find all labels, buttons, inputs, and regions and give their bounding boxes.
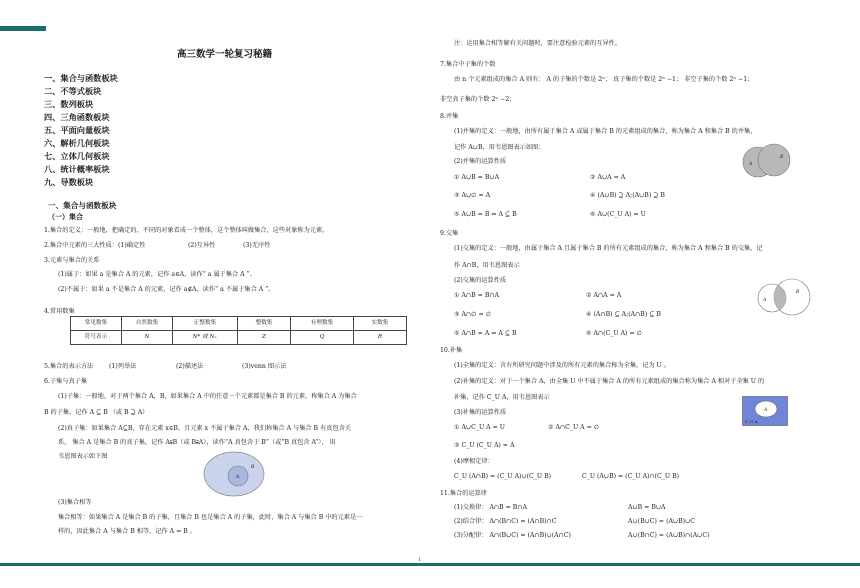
- toc-item: 四、三角函数板块: [44, 112, 110, 122]
- complement-label: C_U A: [745, 419, 758, 424]
- venn-label-b: B: [796, 290, 800, 295]
- note: 注：运用集合相等解有关问题时，要注意检验元素的互异性。: [454, 40, 622, 47]
- section-heading: 11.集合的运算律: [440, 490, 487, 497]
- table-cell: Q: [291, 331, 354, 345]
- toc-item: 二、不等式板块: [44, 86, 102, 96]
- paragraph: (3)无序性: [243, 242, 271, 249]
- formula: A∪B = B∪A: [628, 504, 666, 511]
- table-cell: Z: [238, 331, 291, 345]
- paragraph: 作 A∩B，用韦恩图表示: [454, 262, 520, 269]
- intersection-venn-diagram: [752, 277, 816, 319]
- paragraph: 1.集合的定义：一般地，把确定的、不同的对象看成一个整体，这个整体叫做集合，这些对象称为元素。: [44, 227, 329, 234]
- paragraph: 5.集合的表示方法: [44, 363, 94, 370]
- formula: ① A∪C_U A = U: [454, 424, 505, 431]
- formula: ② A∪A = A: [590, 174, 626, 181]
- toc-item: 五、平面向量板块: [44, 125, 110, 135]
- formula: ① A∪B = B∪A: [454, 174, 500, 181]
- formula: A∪(B∪C) = (A∪B)∪C: [628, 518, 696, 525]
- proper-subset-venn-diagram: [202, 450, 266, 498]
- toc-item: 三、数列板块: [44, 99, 94, 109]
- page-title: 高三数学一轮复习秘籍: [177, 49, 273, 60]
- paragraph: (1)列举法: [109, 363, 137, 370]
- paragraph: (2)交集的运算性质: [454, 277, 507, 284]
- paragraph: (1)并集的定义：一般地，由所有属于集合 A 或属于集合 B 的元素组成的集合，称为集合 A 和集合 B 的并集，: [454, 128, 757, 135]
- venn-label-b: B: [780, 155, 784, 160]
- paragraph: B 的子集，记作 A ⊆ B （或 B ⊇ A）: [44, 409, 149, 416]
- paragraph: 6.子集与真子集: [44, 378, 88, 385]
- table-cell: 整数集: [238, 317, 291, 331]
- bottom-accent-bar: [0, 563, 860, 566]
- paragraph: 非空真子集的个数 2ⁿ −2；: [440, 96, 516, 103]
- formula: (1)交换律： A∩B = B∩A: [454, 504, 527, 511]
- paragraph: (2)并集的运算性质: [454, 158, 507, 165]
- paragraph: 记作 A∪B，用韦恩图表示如图：: [454, 144, 545, 151]
- paragraph: (2)真子集：如果集合 A⊆B，存在元素 x∈B，且元素 x 不属于集合 A，我们称集合 A 与集合 B 有真包含关: [58, 425, 352, 432]
- formula: ⑥ A∩(C_U A) = ∅: [586, 330, 642, 337]
- paragraph: (1)子集：一般地，对于两个集合 A，B，如果集合 A 中的任意一个元素都是集合 B 的元素，称集合 A 为集合: [58, 393, 357, 400]
- paragraph: (2)互异性: [188, 242, 216, 249]
- table-cell: 常见数集: [71, 317, 122, 331]
- table-cell: 符号表示: [71, 331, 122, 345]
- venn-label-a: A: [764, 408, 768, 413]
- number-sets-table: [70, 316, 407, 345]
- toc-item: 一、集合与函数板块: [44, 73, 118, 83]
- table-cell: 实数集: [354, 317, 407, 331]
- toc-item: 九、导数板块: [44, 177, 94, 187]
- formula: ④ (A∪B) ⊇ A;(A∪B) ⊇ B: [590, 192, 665, 199]
- formula: A∪(B∩C) = (A∪B)∩(A∪C): [628, 532, 710, 539]
- section-heading: 一、集合与函数板块: [48, 201, 117, 210]
- formula: ② A∩C_U A = ∅: [548, 424, 600, 431]
- paragraph: 2.集合中元素的三大性质：(1)确定性: [44, 242, 146, 249]
- toc-item: 六、解析几何板块: [44, 138, 110, 148]
- toc-item: 八、统计概率板块: [44, 164, 110, 174]
- paragraph: (3)补集的运算性质: [454, 409, 507, 416]
- table-row: [71, 331, 407, 345]
- complement-venn-diagram: [742, 396, 788, 426]
- paragraph: (2)不属于：如果 a 不是集合 A 的元素，记作 a∉A，读作“ a 不属于集合 A ”。: [58, 286, 275, 293]
- formula: ③ C_U (C_U A) = A: [454, 442, 515, 449]
- venn-label-a: A: [236, 475, 240, 480]
- paragraph: 样的，因此集合 A 与集合 B 相等，记作 A = B 。: [58, 528, 196, 535]
- paragraph: (3)集合相等: [58, 499, 92, 506]
- formula: ⑤ A∩B = A ⇔ A ⊆ B: [454, 330, 517, 337]
- paragraph: (4)摩根定律：: [454, 458, 494, 465]
- formula: ⑥ A∪(C_U A) = U: [590, 211, 646, 218]
- formula: ④ (A∩B) ⊆ A;(A∩B) ⊆ B: [586, 311, 661, 318]
- paragraph: (2)描述法: [176, 363, 204, 370]
- paragraph: 由 n 个元素组成的集合 A 则有： A 的子集的个数是 2ⁿ； 真子集的个数是 2ⁿ −1； 非空子集的个数 2ⁿ −1；: [454, 76, 754, 83]
- table-cell: N* 或 N₊: [173, 331, 238, 345]
- section-heading: 8.并集: [440, 113, 459, 120]
- section-heading: 7.集合中子集的个数: [440, 61, 496, 68]
- venn-label-a: A: [763, 298, 767, 303]
- venn-label-a: A: [749, 162, 753, 167]
- formula: ① A∩B = B∩A: [454, 292, 500, 299]
- table-header-row: [71, 317, 407, 331]
- table-cell: N: [122, 331, 173, 345]
- formula: ⑤ A∪B = B ⇔ A ⊆ B: [454, 211, 517, 218]
- subsection-heading: （一）集合: [48, 213, 83, 221]
- section-heading: 10.补集: [440, 347, 463, 354]
- formula: ③ A∪∅ = A: [454, 192, 491, 199]
- toc-item: 七、立体几何板块: [44, 151, 110, 161]
- top-accent-bar: [0, 26, 46, 31]
- paragraph: 韦恩图表示如下图: [58, 453, 108, 460]
- paragraph: (1)交集的定义：一般地，由属于集合 A 且属于集合 B 的所有元素组成的集合，称为集合 A 和集合 B 的交集，记: [454, 245, 763, 252]
- paragraph: (3)venn 图示法: [242, 363, 287, 370]
- paragraph: (1)属于：如果 a 是集合 A 的元素，记作 a∈A，读作“ a 属于集合 A ”。: [58, 271, 256, 278]
- table-cell: R: [354, 331, 407, 345]
- page-number: 1: [418, 557, 422, 563]
- paragraph: 集合相等：如果集合 A 是集合 B 的子集，且集合 B 也是集合 A 的子集，此时，集合 A 与集合 B 中的元素是一: [58, 514, 363, 521]
- union-venn-diagram: [738, 142, 798, 180]
- table-cell: 正整数集: [173, 317, 238, 331]
- formula: (3)分配律： A∩(B∪C) = (A∩B)∪(A∩C): [454, 532, 571, 539]
- paragraph: (2)补集的定义：对于一个集合 A，由全集 U 中不属于集合 A 的所有元素组成的集合称为集合 A 相对于全集 U 的: [454, 378, 765, 385]
- formula: C_U (A∩B) = (C_U A)∪(C_U B): [454, 473, 552, 480]
- formula: ② A∩A = A: [586, 292, 622, 299]
- paragraph: 3.元素与集合的关系: [44, 257, 100, 264]
- table-cell: 自然数集: [122, 317, 173, 331]
- table-cell: 有理数集: [291, 317, 354, 331]
- formula: (2)结合律： A∩(B∩C) = (A∩B)∩C: [454, 518, 557, 525]
- paragraph: 4.常用数集: [44, 308, 75, 315]
- paragraph: 补集，记作 C_U A，用韦恩图表示: [454, 394, 550, 401]
- section-heading: 9.交集: [440, 230, 459, 237]
- formula: C_U (A∪B) = (C_U A)∩(C_U B): [582, 473, 680, 480]
- venn-label-b: B: [251, 465, 255, 470]
- paragraph: (1)全集的定义：含有所研究问题中涉及的所有元素的集合称为全集，记为 U 。: [454, 362, 670, 369]
- paragraph: 系， 集合 A 是集合 B 的真子集，记作 A⫋B（或 B⫌A），读作“A 真包含于 B”（或“B 真包含 A”）， 用: [58, 439, 336, 446]
- formula: ③ A∩∅ = ∅: [454, 311, 492, 318]
